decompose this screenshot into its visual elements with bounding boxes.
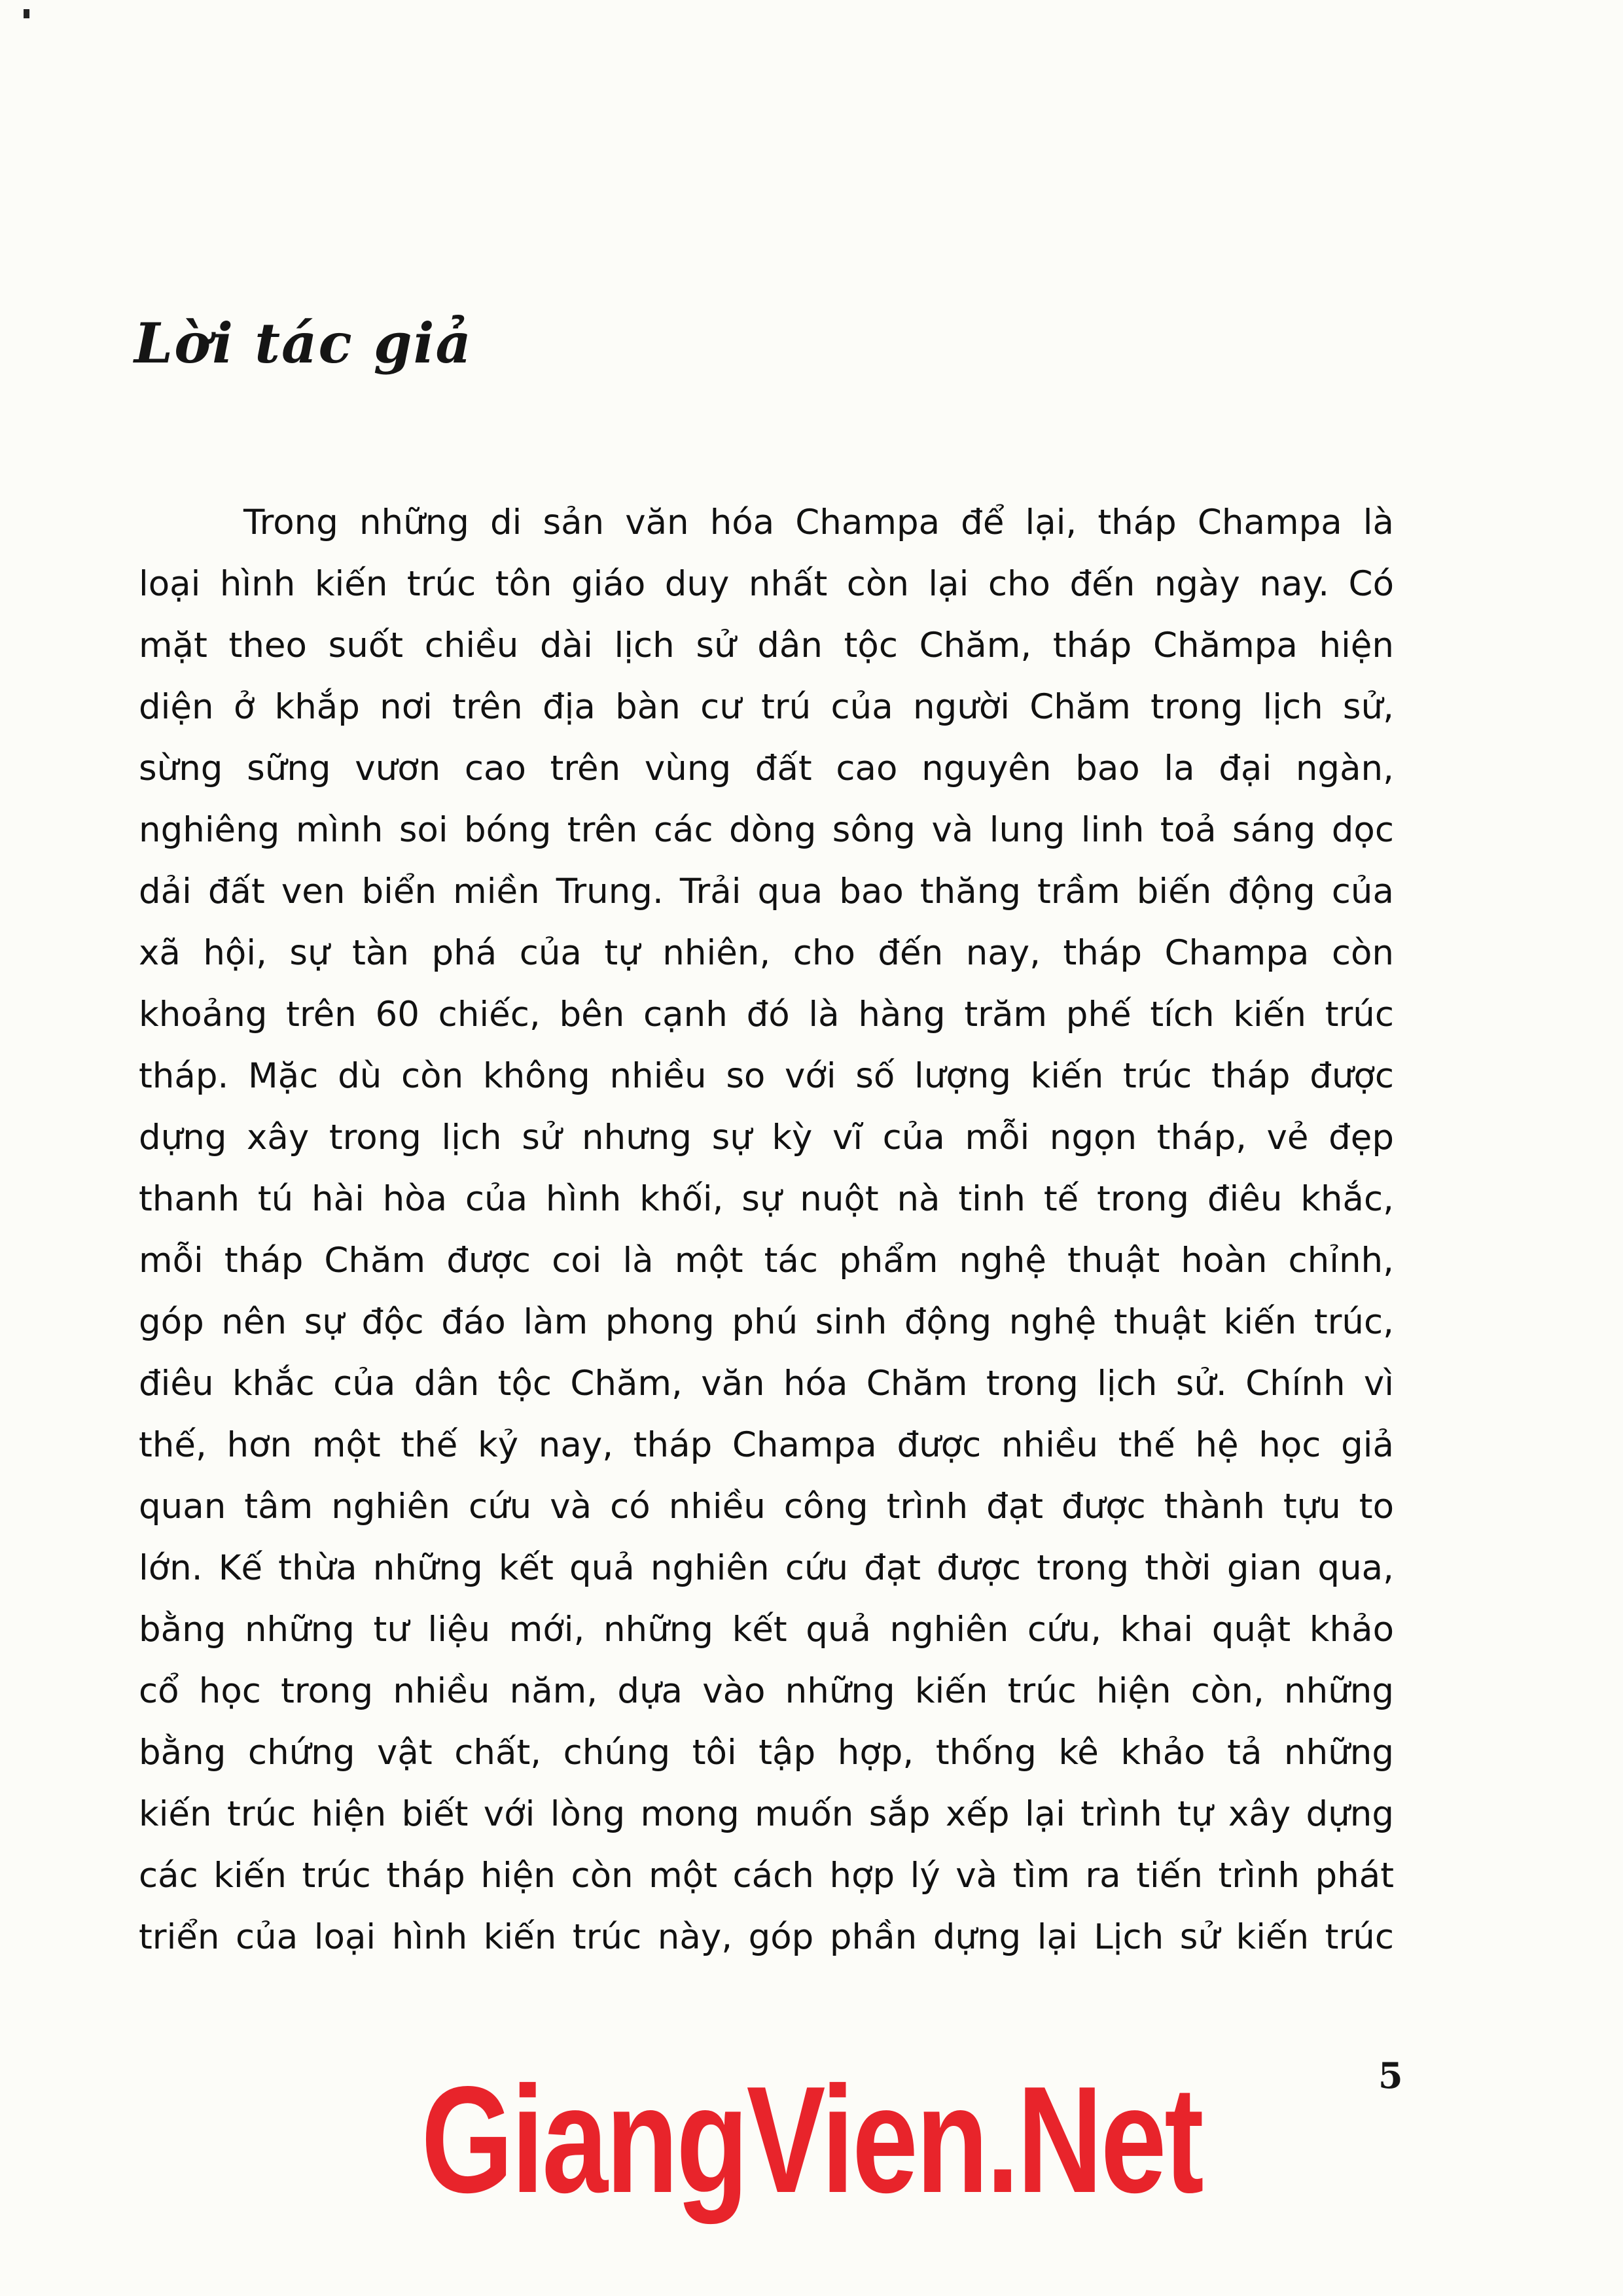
text-line: tháp. Mặc dù còn không nhiều so với số lượng kiến trúc tháp được: [139, 1056, 1394, 1096]
text-line: lớn. Kế thừa những kết quả nghiên cứu đạt được trong thời gian qua,: [139, 1548, 1394, 1588]
text-line: diện ở khắp nơi trên địa bàn cư trú của người Chăm trong lịch sử,: [139, 687, 1394, 727]
watermark-logo: GiangVien.Net: [421, 2055, 1202, 2225]
text-line: triển của loại hình kiến trúc này, góp phần dựng lại Lịch sử kiến trúc: [139, 1917, 1394, 1957]
text-line: bằng chứng vật chất, chúng tôi tập hợp, thống kê khảo tả những: [139, 1733, 1394, 1773]
text-line: cổ học trong nhiều năm, dựa vào những kiến trúc hiện còn, những: [139, 1671, 1394, 1711]
scan-artifact-mark: [24, 9, 29, 18]
body-paragraph: [139, 492, 1394, 1968]
text-line: kiến trúc hiện biết với lòng mong muốn sắp xếp lại trình tự xây dựng: [139, 1794, 1394, 1834]
text-line: điêu khắc của dân tộc Chăm, văn hóa Chăm trong lịch sử. Chính vì: [139, 1364, 1394, 1404]
text-line: sừng sững vươn cao trên vùng đất cao nguyên bao la đại ngàn,: [139, 749, 1394, 788]
page-number: 5: [1378, 2055, 1403, 2096]
text-line: thanh tú hài hòa của hình khối, sự nuột nà tinh tế trong điêu khắc,: [139, 1179, 1394, 1219]
text-line: mỗi tháp Chăm được coi là một tác phẩm nghệ thuật hoàn chỉnh,: [139, 1241, 1394, 1280]
text-line: quan tâm nghiên cứu và có nhiều công trình đạt được thành tựu to: [139, 1487, 1394, 1527]
text-line: nghiêng mình soi bóng trên các dòng sông và lung linh toả sáng dọc: [139, 810, 1394, 850]
text-line: khoảng trên 60 chiếc, bên cạnh đó là hàng trăm phế tích kiến trúc: [139, 995, 1394, 1034]
text-line: xã hội, sự tàn phá của tự nhiên, cho đến nay, tháp Champa còn: [139, 933, 1394, 973]
text-line: dựng xây trong lịch sử nhưng sự kỳ vĩ của mỗi ngọn tháp, vẻ đẹp: [139, 1118, 1394, 1157]
text-line: dải đất ven biển miền Trung. Trải qua bao thăng trầm biến động của: [139, 872, 1394, 911]
text-line: thế, hơn một thế kỷ nay, tháp Champa được nhiều thế hệ học giả: [139, 1425, 1394, 1465]
text-line: loại hình kiến trúc tôn giáo duy nhất còn lại cho đến ngày nay. Có: [139, 564, 1394, 604]
text-line: góp nên sự độc đáo làm phong phú sinh động nghệ thuật kiến trúc,: [139, 1302, 1394, 1342]
page-heading: Lời tác giả: [134, 311, 473, 376]
text-line: mặt theo suốt chiều dài lịch sử dân tộc Chăm, tháp Chămpa hiện: [139, 626, 1394, 665]
text-line: Trong những di sản văn hóa Champa để lại, tháp Champa là: [243, 503, 1394, 542]
text-line: các kiến trúc tháp hiện còn một cách hợp lý và tìm ra tiến trình phát: [139, 1856, 1394, 1896]
text-line: bằng những tư liệu mới, những kết quả nghiên cứu, khai quật khảo: [139, 1610, 1394, 1650]
